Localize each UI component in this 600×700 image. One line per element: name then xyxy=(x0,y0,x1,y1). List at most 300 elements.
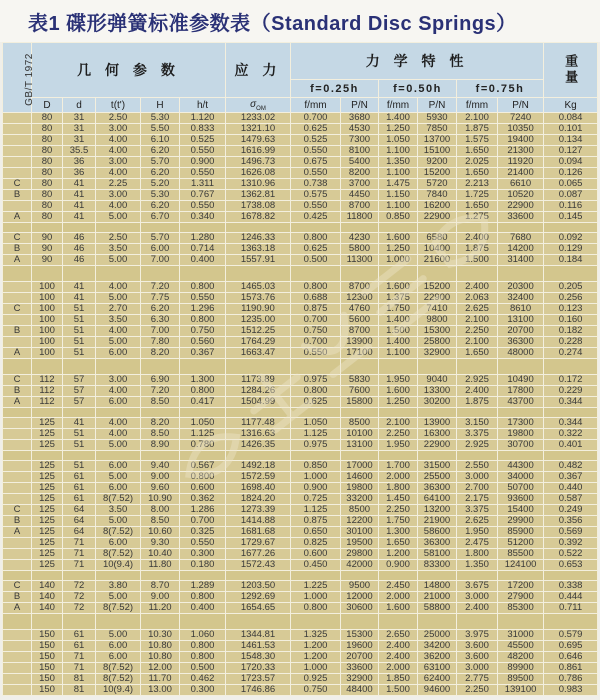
cell: 2.50 xyxy=(96,113,140,123)
group-separator xyxy=(3,451,597,460)
table-row xyxy=(3,135,597,145)
cell: 21900 xyxy=(418,516,456,526)
cell: 3.000 xyxy=(457,472,497,482)
table-row xyxy=(3,146,597,156)
cell: 1190.90 xyxy=(226,304,290,314)
cell: 36 xyxy=(63,168,95,178)
cell: 36 xyxy=(63,157,95,167)
cell: 5.00 xyxy=(96,630,140,640)
cell: 6580 xyxy=(418,233,456,243)
cell: 0.800 xyxy=(180,592,225,602)
cell: 1426.35 xyxy=(226,440,290,450)
cell: 10(9.4) xyxy=(96,560,140,570)
cell: 0.550 xyxy=(180,201,225,211)
cell: 1465.03 xyxy=(226,282,290,292)
cell: 25800 xyxy=(418,337,456,347)
cell: 17800 xyxy=(498,386,543,396)
cell xyxy=(379,614,417,629)
cell: 0.800 xyxy=(180,282,225,292)
cell: 0.340 xyxy=(180,212,225,222)
series-label xyxy=(3,549,31,559)
cell: 1.120 xyxy=(180,113,225,123)
cell: 0.653 xyxy=(544,560,597,570)
cell xyxy=(544,359,597,374)
cell: 100 xyxy=(32,282,62,292)
cell: 1.800 xyxy=(457,549,497,559)
group-separator xyxy=(3,571,597,580)
cell: 1.200 xyxy=(379,549,417,559)
cell: 1.600 xyxy=(379,603,417,613)
cell: 1.950 xyxy=(379,440,417,450)
cell: 140 xyxy=(32,581,62,591)
table-row xyxy=(3,337,597,347)
cell: 48400 xyxy=(341,685,378,695)
cell: 46 xyxy=(63,255,95,265)
cell: 0.700 xyxy=(180,516,225,526)
cell: 6.00 xyxy=(96,461,140,471)
cell: 0.786 xyxy=(544,674,597,684)
cell: 80 xyxy=(32,190,62,200)
cell xyxy=(96,266,140,281)
cell: 150 xyxy=(32,685,62,695)
cell: 12000 xyxy=(341,592,378,602)
cell: 1723.57 xyxy=(226,674,290,684)
cell: 1.000 xyxy=(291,472,340,482)
cell: 41 xyxy=(63,293,95,303)
cell: 13100 xyxy=(341,440,378,450)
cell xyxy=(418,614,456,629)
cell: 8(7.52) xyxy=(96,549,140,559)
cell: 5.00 xyxy=(96,337,140,347)
cell: 0.900 xyxy=(180,157,225,167)
cell: 5720 xyxy=(418,179,456,189)
cell xyxy=(180,359,225,374)
cell: 8(7.52) xyxy=(96,494,140,504)
table-header xyxy=(3,43,597,112)
cell: 9.60 xyxy=(141,483,179,493)
cell: 0.625 xyxy=(291,124,340,134)
cell: 10.40 xyxy=(141,549,179,559)
cell: 125 xyxy=(32,494,62,504)
cell: 1.600 xyxy=(379,282,417,292)
cell xyxy=(544,266,597,281)
series-label xyxy=(3,315,31,325)
cell: 0.087 xyxy=(544,190,597,200)
cell: 8100 xyxy=(341,146,378,156)
cell: 61 xyxy=(63,641,95,651)
cell: 0.550 xyxy=(180,168,225,178)
table-row xyxy=(3,603,597,613)
cell: 8700 xyxy=(341,326,378,336)
cell: 8.00 xyxy=(141,505,179,515)
cell: 57 xyxy=(63,386,95,396)
cell: 1729.67 xyxy=(226,538,290,548)
cell: 2.400 xyxy=(379,652,417,662)
cell: 6.00 xyxy=(96,538,140,548)
cell xyxy=(141,223,179,232)
cell: 2.650 xyxy=(379,630,417,640)
cell: 81 xyxy=(63,685,95,695)
cell: 0.550 xyxy=(291,201,340,211)
cell xyxy=(544,223,597,232)
cell: 89500 xyxy=(498,674,543,684)
cell: 3.00 xyxy=(96,124,140,134)
cell: 125 xyxy=(32,418,62,428)
cell: 1681.68 xyxy=(226,527,290,537)
cell: 8500 xyxy=(341,505,378,515)
cell: 0.500 xyxy=(291,255,340,265)
series-label: B xyxy=(3,326,31,336)
cell: 1.400 xyxy=(379,113,417,123)
cell: 0.646 xyxy=(544,652,597,662)
cell: 4.00 xyxy=(96,418,140,428)
cell xyxy=(96,359,140,374)
cell: 8.50 xyxy=(141,397,179,407)
table-row xyxy=(3,483,597,493)
cell xyxy=(63,266,95,281)
cell: 5.00 xyxy=(96,516,140,526)
cell xyxy=(341,223,378,232)
cell xyxy=(341,614,378,629)
cell: 4.00 xyxy=(96,429,140,439)
cell: 1.150 xyxy=(379,190,417,200)
cell: 7.20 xyxy=(141,282,179,292)
cell: 13900 xyxy=(341,337,378,347)
cell xyxy=(291,359,340,374)
series-label xyxy=(3,663,31,673)
series-label xyxy=(3,674,31,684)
cell: 1663.47 xyxy=(226,348,290,358)
cell: 13100 xyxy=(498,315,543,325)
cell: 71 xyxy=(63,652,95,662)
cell: 7300 xyxy=(341,135,378,145)
cell: 41 xyxy=(63,282,95,292)
header-stress: 应 力 xyxy=(226,43,290,97)
table-row xyxy=(3,494,597,504)
cell xyxy=(3,571,31,580)
cell: 0.367 xyxy=(544,472,597,482)
cell: 0.675 xyxy=(291,157,340,167)
cell: 30700 xyxy=(498,440,543,450)
cell: 2.50 xyxy=(96,233,140,243)
cell: 0.129 xyxy=(544,244,597,254)
cell: 58800 xyxy=(418,603,456,613)
cell: 1.500 xyxy=(379,685,417,695)
cell: 0.850 xyxy=(291,461,340,471)
cell: 29900 xyxy=(498,516,543,526)
cell: 4450 xyxy=(341,190,378,200)
cell: 0.711 xyxy=(544,603,597,613)
series-label xyxy=(3,157,31,167)
cell xyxy=(3,359,31,374)
col-header-D: D xyxy=(32,98,62,112)
cell: 2.100 xyxy=(457,113,497,123)
cell: 41 xyxy=(63,212,95,222)
cell: 51 xyxy=(63,304,95,314)
cell: 64100 xyxy=(418,494,456,504)
cell: 3.00 xyxy=(96,157,140,167)
series-label: A xyxy=(3,603,31,613)
cell: 0.444 xyxy=(544,592,597,602)
cell xyxy=(96,408,140,417)
table-row xyxy=(3,212,597,222)
cell: 11800 xyxy=(341,212,378,222)
cell: 5.70 xyxy=(141,233,179,243)
cell: 0.800 xyxy=(180,472,225,482)
cell: 5.00 xyxy=(96,212,140,222)
cell: 32900 xyxy=(341,674,378,684)
cell: 1344.81 xyxy=(226,630,290,640)
col-header-p1: P/N xyxy=(341,98,378,112)
cell: 14200 xyxy=(498,244,543,254)
cell: 0.134 xyxy=(544,135,597,145)
cell: 1.950 xyxy=(379,375,417,385)
cell: 1.200 xyxy=(291,652,340,662)
header-mechanical: 力 学 特 性 xyxy=(291,43,543,79)
cell: 1.300 xyxy=(180,375,225,385)
table-row xyxy=(3,113,597,123)
cell: 0.900 xyxy=(379,560,417,570)
cell: 11.80 xyxy=(141,560,179,570)
cell: 0.800 xyxy=(291,386,340,396)
cell xyxy=(457,359,497,374)
cell: 1.950 xyxy=(457,527,497,537)
cell: 50700 xyxy=(498,483,543,493)
cell: 48200 xyxy=(498,652,543,662)
table-row xyxy=(3,233,597,243)
cell: 8(7.52) xyxy=(96,674,140,684)
cell: 0.450 xyxy=(291,560,340,570)
cell: 0.579 xyxy=(544,630,597,640)
cell xyxy=(32,223,62,232)
cell: 0.800 xyxy=(291,603,340,613)
cell: 125 xyxy=(32,505,62,515)
cell xyxy=(418,571,456,580)
cell: 1246.33 xyxy=(226,233,290,243)
cell: 0.172 xyxy=(544,375,597,385)
cell: 6.00 xyxy=(96,483,140,493)
table-row xyxy=(3,674,597,684)
cell: 61 xyxy=(63,494,95,504)
cell: 9.00 xyxy=(141,592,179,602)
cell: 10.30 xyxy=(141,630,179,640)
cell: 1.250 xyxy=(379,397,417,407)
cell: 1738.08 xyxy=(226,201,290,211)
cell: 0.700 xyxy=(291,113,340,123)
cell xyxy=(180,223,225,232)
cell: 10.80 xyxy=(141,652,179,662)
cell: 1292.69 xyxy=(226,592,290,602)
table-row xyxy=(3,663,597,673)
cell: 0.861 xyxy=(544,663,597,673)
cell: 125 xyxy=(32,472,62,482)
cell xyxy=(180,571,225,580)
col-header-sigma: $\sigma_{OM}$ xyxy=(226,98,290,112)
cell: 15300 xyxy=(418,326,456,336)
cell: 5.50 xyxy=(141,124,179,134)
cell: 1678.82 xyxy=(226,212,290,222)
cell: 1654.65 xyxy=(226,603,290,613)
cell: 64 xyxy=(63,527,95,537)
cell: 1.500 xyxy=(457,255,497,265)
header-deflection-075: f=0.75h xyxy=(457,80,543,97)
cell: 0.344 xyxy=(544,397,597,407)
cell: 4.00 xyxy=(96,201,140,211)
cell: 0.983 xyxy=(544,685,597,695)
cell: 5.00 xyxy=(96,255,140,265)
cell: 4.00 xyxy=(96,326,140,336)
col-header-f1: f/mm xyxy=(291,98,340,112)
cell: 3.000 xyxy=(457,663,497,673)
cell: 3700 xyxy=(341,179,378,189)
cell: 0.550 xyxy=(180,146,225,156)
cell xyxy=(226,614,290,629)
cell: 1.100 xyxy=(379,146,417,156)
cell: 4760 xyxy=(341,304,378,314)
cell: 140 xyxy=(32,592,62,602)
cell: 9500 xyxy=(341,581,378,591)
cell: 20700 xyxy=(341,652,378,662)
series-label xyxy=(3,282,31,292)
cell: 0.300 xyxy=(180,685,225,695)
cell: 3.600 xyxy=(457,652,497,662)
cell: 80 xyxy=(32,124,62,134)
cell: 2.775 xyxy=(457,674,497,684)
cell: 4530 xyxy=(341,124,378,134)
cell: 61 xyxy=(63,630,95,640)
cell: 25500 xyxy=(418,472,456,482)
cell: 1.875 xyxy=(457,397,497,407)
cell xyxy=(3,614,31,629)
cell: 3.375 xyxy=(457,429,497,439)
col-header-p3: P/N xyxy=(498,98,543,112)
cell xyxy=(96,451,140,460)
cell: 64 xyxy=(63,505,95,515)
cell xyxy=(544,614,597,629)
series-label: B xyxy=(3,386,31,396)
cell: 41 xyxy=(63,190,95,200)
cell: 36300 xyxy=(498,337,543,347)
standard-code-label: GB/T 1972 xyxy=(23,52,35,106)
cell xyxy=(32,451,62,460)
series-label xyxy=(3,168,31,178)
cell xyxy=(180,614,225,629)
group-separator xyxy=(3,266,597,281)
table-row xyxy=(3,315,597,325)
cell: 139100 xyxy=(498,685,543,695)
cell: 0.550 xyxy=(291,168,340,178)
cell: 36300 xyxy=(418,483,456,493)
cell: 8(7.52) xyxy=(96,527,140,537)
cell xyxy=(379,266,417,281)
cell: 41 xyxy=(63,418,95,428)
cell: 1.375 xyxy=(379,293,417,303)
cell xyxy=(341,359,378,374)
cell xyxy=(63,223,95,232)
cell: 1.311 xyxy=(180,179,225,189)
table-row xyxy=(3,201,597,211)
cell: 35.5 xyxy=(63,146,95,156)
cell: 2.175 xyxy=(457,494,497,504)
table-row xyxy=(3,244,597,254)
cell: 1.400 xyxy=(379,337,417,347)
cell: 7410 xyxy=(418,304,456,314)
cell: 8(7.52) xyxy=(96,663,140,673)
cell: 15200 xyxy=(418,282,456,292)
cell: 31 xyxy=(63,124,95,134)
cell: 0.525 xyxy=(180,135,225,145)
table-row xyxy=(3,592,597,602)
cell: 0.587 xyxy=(544,494,597,504)
cell: 100 xyxy=(32,315,62,325)
cell: 2.925 xyxy=(457,440,497,450)
cell: 2.000 xyxy=(379,592,417,602)
cell: 6.90 xyxy=(141,375,179,385)
header-weight-label: 重量 xyxy=(563,54,579,86)
cell: 1.000 xyxy=(291,663,340,673)
cell: 4.00 xyxy=(96,135,140,145)
cell: 1.200 xyxy=(291,641,340,651)
group-separator xyxy=(3,359,597,374)
cell: 1.750 xyxy=(379,304,417,314)
series-label: B xyxy=(3,244,31,254)
cell xyxy=(379,451,417,460)
cell: 7.00 xyxy=(141,255,179,265)
cell: 1.000 xyxy=(379,255,417,265)
cell: 1698.40 xyxy=(226,483,290,493)
cell: 43700 xyxy=(498,397,543,407)
cell: 0.750 xyxy=(291,685,340,695)
cell: 1.250 xyxy=(379,244,417,254)
cell: 12200 xyxy=(341,516,378,526)
cell: 1479.63 xyxy=(226,135,290,145)
cell: 51 xyxy=(63,429,95,439)
cell xyxy=(226,451,290,460)
cell: 9800 xyxy=(418,315,456,325)
cell: 2.70 xyxy=(96,304,140,314)
cell: 9200 xyxy=(418,157,456,167)
cell xyxy=(141,359,179,374)
series-label: C xyxy=(3,375,31,385)
cell: 19500 xyxy=(341,538,378,548)
series-label xyxy=(3,538,31,548)
cell: 1.325 xyxy=(291,630,340,640)
cell: 1316.63 xyxy=(226,429,290,439)
cell: 1.650 xyxy=(379,538,417,548)
cell: 0.825 xyxy=(291,538,340,548)
cell: 0.695 xyxy=(544,641,597,651)
cell: 1548.30 xyxy=(226,652,290,662)
series-label: C xyxy=(3,304,31,314)
cell: 2.000 xyxy=(379,663,417,673)
cell: 8.20 xyxy=(141,418,179,428)
cell: 0.462 xyxy=(180,674,225,684)
cell: 15200 xyxy=(418,168,456,178)
cell: 61 xyxy=(63,472,95,482)
cell: 0.750 xyxy=(291,326,340,336)
cell xyxy=(341,451,378,460)
cell: 15800 xyxy=(341,397,378,407)
cell: 7.75 xyxy=(141,293,179,303)
series-label xyxy=(3,124,31,134)
cell: 19400 xyxy=(498,135,543,145)
series-label xyxy=(3,472,31,482)
cell: 10.60 xyxy=(141,527,179,537)
cell: 9.00 xyxy=(141,472,179,482)
series-label xyxy=(3,685,31,695)
cell: 10100 xyxy=(341,429,378,439)
series-label xyxy=(3,135,31,145)
